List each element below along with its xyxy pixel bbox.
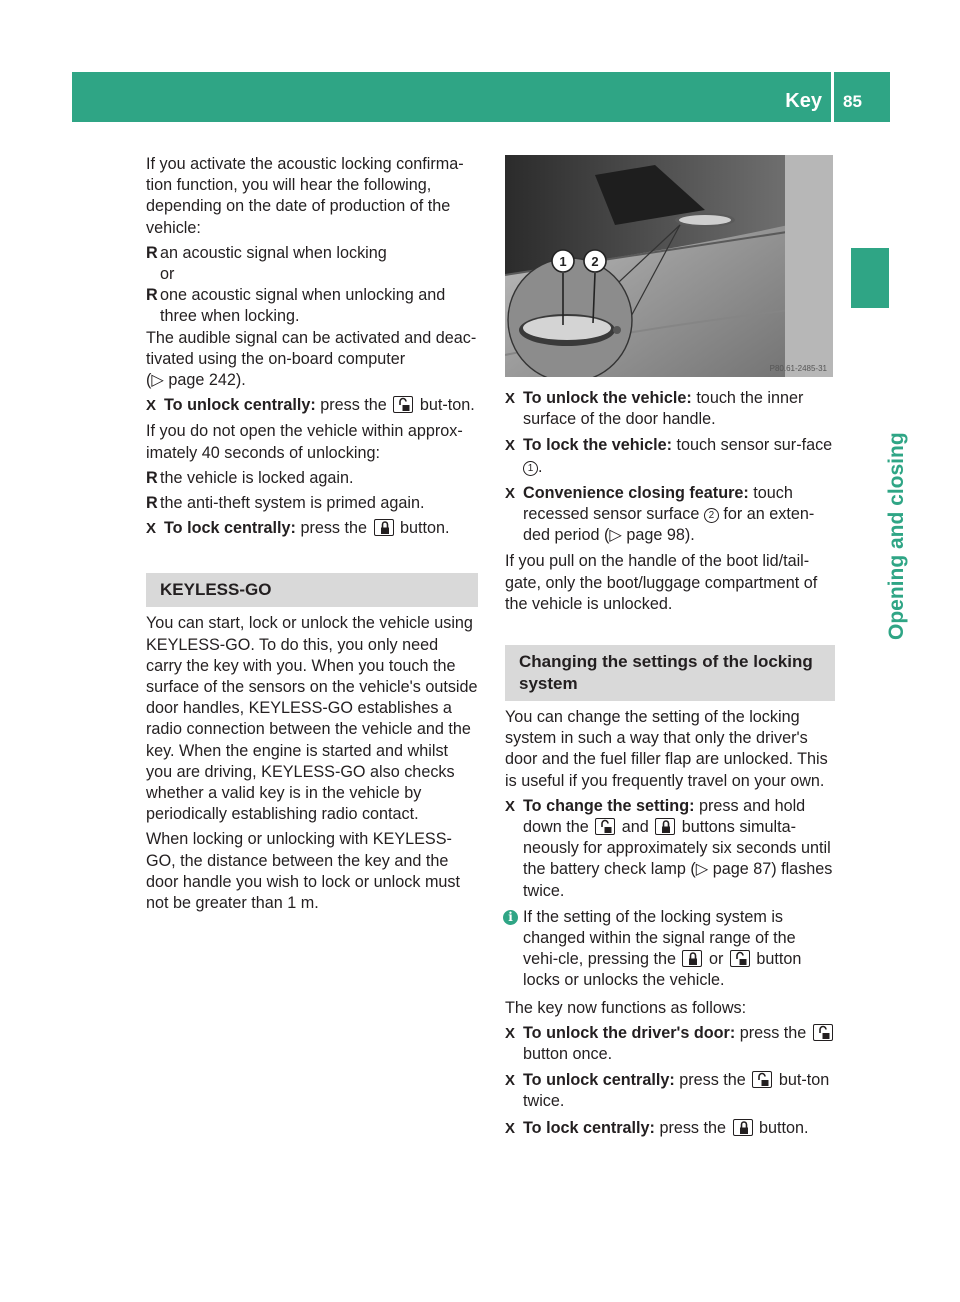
- step-text: touch sensor sur-face: [676, 436, 833, 455]
- step-text: .: [538, 457, 543, 476]
- bullet-glyph: R: [146, 243, 158, 262]
- audible-note: [146, 328, 478, 392]
- step-label: Convenience closing feature:: [523, 483, 749, 502]
- section-heading-keyless: KEYLESS-GO: [146, 573, 478, 607]
- page-reference[interactable]: (▷ page 242).: [146, 371, 246, 390]
- lock-icon: [682, 950, 702, 967]
- side-tab-marker: [851, 248, 889, 308]
- pull-handle-paragraph: If you pull on the handle of the boot lid/tail-gate, only the boot/luggage compartment of the vehicle is unlocked.: [505, 552, 818, 613]
- bullet-text: one acoustic signal when unlocking and three when locking.: [160, 286, 446, 326]
- not-open-paragraph: If you do not open the vehicle within approx-imately 40 seconds of unlocking:: [146, 422, 463, 462]
- bullet-glyph: R: [146, 286, 158, 305]
- info-text: or: [708, 950, 724, 969]
- bullet-glyph: R: [146, 468, 158, 487]
- instruction-step: [505, 435, 835, 477]
- callout-2-label: 2: [591, 254, 599, 269]
- audible-note-text: The audible signal can be activated and deac-tivated using the on-board computer: [146, 328, 477, 368]
- or-text: or: [160, 265, 175, 284]
- side-tab-label: Opening and closing: [885, 432, 908, 640]
- step-text: for an exten-ded period (▷ page 98).: [523, 505, 815, 545]
- keyless-paragraph: You can start, lock or unlock the vehicle using KEYLESS-GO. To do this, you only need carry the key with you. When you touch the surface of the sensors on the vehicle's outside door handles, KEYLESS-GO establishes a radio connection between the vehicle and the key. When the engine is started and whilst you are driving, KEYLESS-GO also checks whether a valid key is in the vehicle by periodically establishing radio contact.: [146, 614, 478, 824]
- changing-paragraph: You can change the setting of the locking system in such a way that only the driver's door and the fuel filler flap are unlocked. This is useful if you frequently travel on your own.: [505, 708, 828, 790]
- arrow-icon: X: [505, 797, 516, 815]
- instruction-step: [505, 1023, 835, 1065]
- bullet-text: the vehicle is locked again.: [160, 468, 354, 487]
- arrow-icon: X: [146, 397, 157, 415]
- step-label: To unlock centrally:: [523, 1071, 675, 1090]
- header-separator: [831, 72, 834, 122]
- step-label: To unlock centrally:: [164, 396, 316, 415]
- page-number: 85: [843, 92, 862, 111]
- info-text: button locks or unlocks the vehicle.: [523, 950, 802, 990]
- step-text: press the: [320, 396, 387, 415]
- step-text: and: [621, 818, 649, 837]
- step-text: but-ton twice.: [523, 1071, 830, 1111]
- lock-icon: [374, 519, 394, 536]
- lock-icon: [733, 1119, 753, 1136]
- instruction-step: [505, 1118, 835, 1139]
- arrow-icon: X: [505, 484, 516, 502]
- section-heading-changing-settings: Changing the settings of the locking system: [505, 645, 835, 701]
- intro-paragraph: If you activate the acoustic locking confirma-tion function, you will hear the following, depending on the date of production of the vehicle:: [146, 155, 464, 237]
- step-text: buttons simulta-neously for approximately six seconds until the battery check lamp (▷ page 87) flashes twice.: [523, 818, 833, 900]
- step-text: touch the inner surface of the door handle.: [523, 389, 804, 429]
- arrow-icon: X: [505, 1072, 516, 1090]
- instruction-step: [505, 483, 835, 547]
- list-item: [146, 285, 478, 327]
- car-door-illustration: [505, 155, 833, 377]
- instruction-step: [146, 518, 478, 539]
- step-text: button.: [759, 1118, 809, 1137]
- step-text: touch recessed sensor surface: [523, 483, 793, 524]
- step-text: press the: [659, 1118, 727, 1137]
- header-title: Key: [785, 90, 822, 112]
- key-functions-paragraph: The key now functions as follows:: [505, 998, 747, 1017]
- side-tab: [855, 320, 908, 680]
- step-label: To lock centrally:: [523, 1118, 655, 1137]
- list-item: [146, 243, 478, 264]
- list-item: [146, 468, 478, 489]
- circled-number-2: 2: [704, 508, 719, 523]
- info-icon: i: [503, 910, 518, 925]
- info-text: If the setting of the locking system is changed within the signal range of the vehi-cle, pressing the: [523, 907, 796, 969]
- step-label: To unlock the vehicle:: [523, 389, 692, 407]
- step-label: To lock the vehicle:: [523, 436, 673, 455]
- step-label: To lock centrally:: [164, 519, 296, 538]
- left-column: [146, 154, 478, 918]
- step-text: press and hold down the: [523, 796, 806, 837]
- step-text: press the: [300, 519, 368, 538]
- instruction-step: [146, 395, 478, 416]
- arrow-icon: X: [505, 390, 516, 407]
- circled-number-1: 1: [523, 461, 538, 476]
- step-label: To change the setting:: [523, 796, 695, 815]
- arrow-icon: X: [505, 1119, 516, 1137]
- list-item: [146, 493, 478, 514]
- step-text: button.: [400, 519, 450, 538]
- bullet-glyph: R: [146, 494, 158, 513]
- info-note: [505, 907, 835, 992]
- bullet-text: the anti-theft system is primed again.: [160, 494, 425, 513]
- arrow-icon: X: [146, 520, 157, 538]
- step-text: press the: [739, 1023, 807, 1042]
- instruction-step: [505, 1070, 835, 1112]
- right-column: [505, 388, 835, 1144]
- unlock-icon: [393, 396, 413, 413]
- arrow-icon: X: [505, 437, 516, 455]
- door-handle-photo: [505, 155, 833, 377]
- instruction-step: [505, 796, 835, 902]
- step-label: To unlock the driver's door:: [523, 1023, 736, 1042]
- step-text: but-ton.: [419, 396, 475, 415]
- unlock-icon: [752, 1071, 772, 1088]
- unlock-icon: [730, 950, 750, 967]
- unlock-icon: [813, 1024, 833, 1041]
- callout-1-label: 1: [559, 254, 567, 269]
- instruction-step: [505, 388, 835, 430]
- arrow-icon: X: [505, 1024, 516, 1042]
- photo-code: P80.61-2485-31: [769, 364, 827, 373]
- unlock-icon: [595, 818, 615, 835]
- bullet-text: an acoustic signal when locking: [160, 243, 387, 262]
- keyless-paragraph: When locking or unlocking with KEYLESS-GO, the distance between the key and the door handle you wish to lock or unlock must not be greater than 1 m.: [146, 830, 461, 913]
- step-text: button once.: [523, 1045, 613, 1064]
- lock-icon: [655, 818, 675, 835]
- step-text: press the: [679, 1071, 746, 1090]
